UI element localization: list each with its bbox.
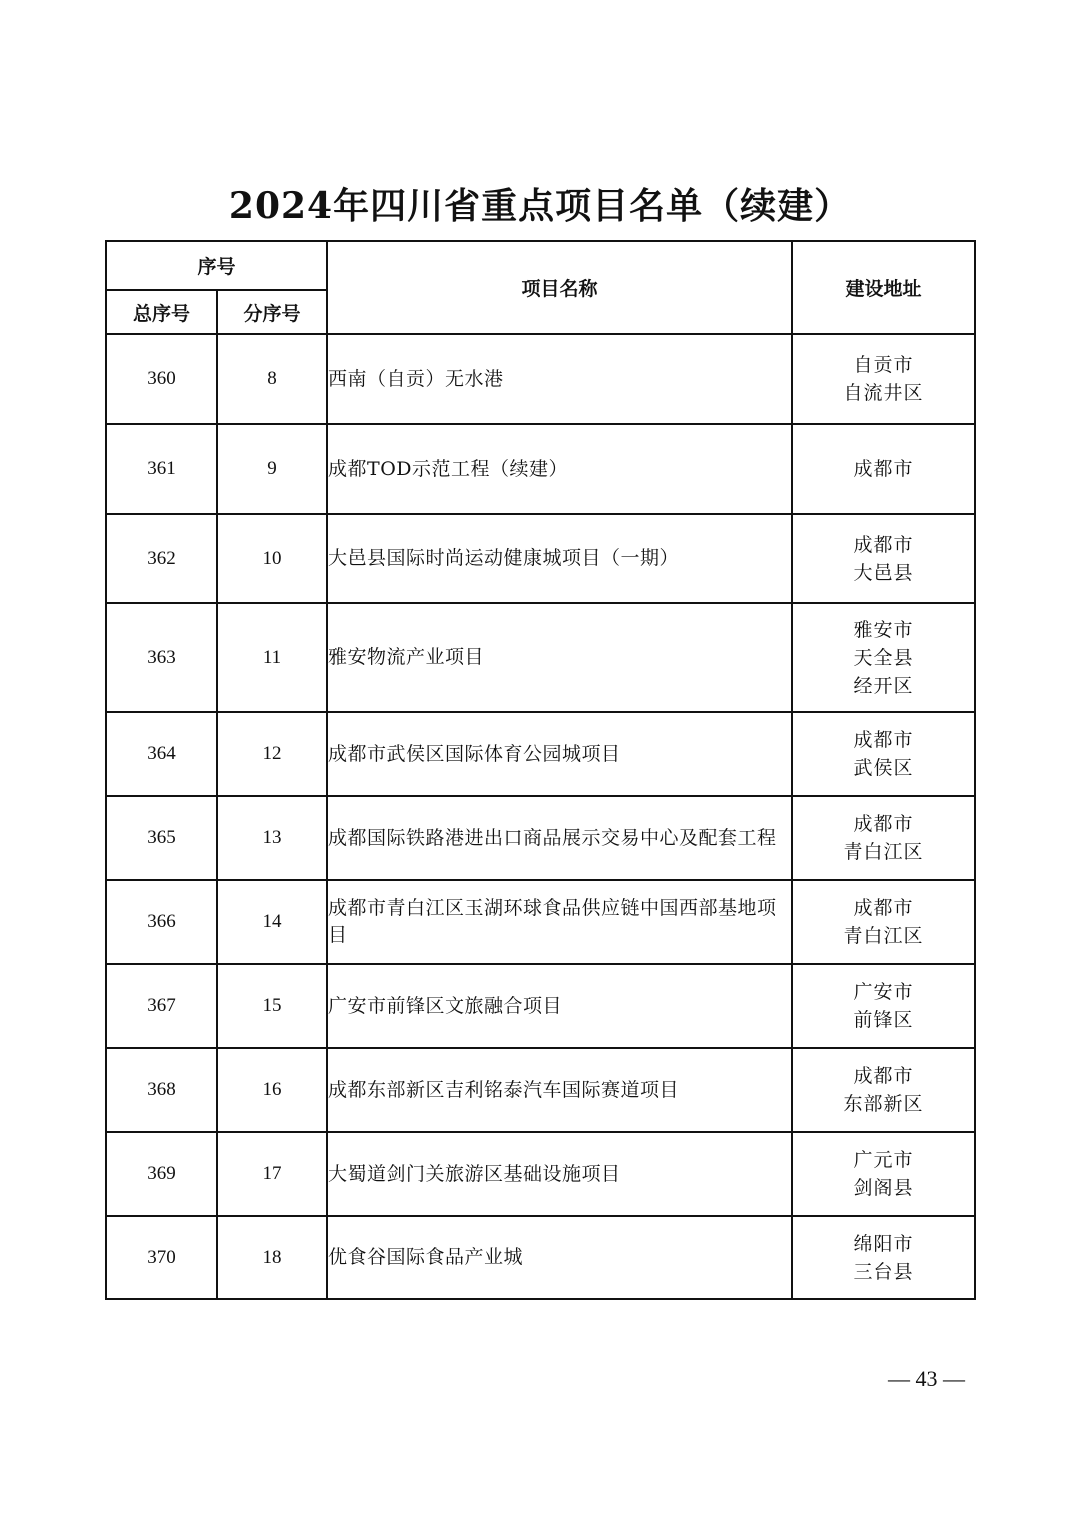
location-cell [792, 796, 975, 880]
location-line: 经开区 [853, 674, 914, 697]
total-seq-cell: 363 [106, 603, 217, 712]
table-row [106, 1048, 975, 1132]
project-name-cell: 广安市前锋区文旅融合项目 [327, 964, 792, 1048]
table-row [106, 964, 975, 1048]
location-line: 绵阳市 [853, 1232, 914, 1255]
location-cell [792, 712, 975, 796]
location-line: 武侯区 [853, 757, 914, 779]
sub-seq-cell: 8 [217, 334, 327, 424]
location-line: 前锋区 [853, 1009, 914, 1031]
location-line: 成都市 [853, 458, 914, 480]
location-line: 青白江区 [843, 841, 924, 863]
sub-seq-cell: 12 [217, 712, 327, 796]
table-row [106, 424, 975, 514]
location-cell [792, 880, 975, 964]
location-line: 剑阁县 [853, 1177, 914, 1199]
sub-seq-cell: 15 [217, 964, 327, 1048]
location-line: 自流井区 [843, 382, 924, 404]
location-line: 自贡市 [853, 354, 914, 376]
location-line: 大邑县 [853, 561, 914, 584]
total-seq-cell: 366 [106, 880, 217, 964]
sub-seq-cell: 9 [217, 424, 327, 514]
table-row [106, 603, 975, 712]
location-line: 成都市 [853, 729, 914, 751]
location-cell [792, 1132, 975, 1216]
table-row [106, 514, 975, 603]
location-line: 广安市 [853, 981, 914, 1003]
location-cell [792, 334, 975, 424]
project-table [105, 240, 976, 1300]
total-seq-cell: 364 [106, 712, 217, 796]
project-name-cell: 成都国际铁路港进出口商品展示交易中心及配套工程 [327, 796, 792, 880]
sub-seq-cell: 18 [217, 1216, 327, 1299]
location-line: 广元市 [853, 1149, 914, 1171]
total-seq-cell: 369 [106, 1132, 217, 1216]
total-seq-cell: 368 [106, 1048, 217, 1132]
header-project-name: 项目名称 [327, 241, 792, 334]
project-name-cell: 大邑县国际时尚运动健康城项目（一期） [327, 514, 792, 603]
location-cell [792, 424, 975, 514]
location-line: 青白江区 [843, 925, 924, 947]
location-line: 三台县 [853, 1260, 914, 1283]
location-line: 成都市 [853, 897, 914, 919]
project-name-cell: 成都市青白江区玉湖环球食品供应链中国西部基地项目 [327, 880, 792, 964]
sub-seq-cell: 10 [217, 514, 327, 603]
header-location: 建设地址 [792, 241, 975, 334]
project-name-cell: 成都东部新区吉利铭泰汽车国际赛道项目 [327, 1048, 792, 1132]
location-line: 成都市 [853, 1065, 914, 1087]
sub-seq-cell: 11 [217, 603, 327, 712]
total-seq-cell: 370 [106, 1216, 217, 1299]
total-seq-cell: 361 [106, 424, 217, 514]
sub-seq-cell: 13 [217, 796, 327, 880]
location-cell [792, 1216, 975, 1299]
table-row [106, 334, 975, 424]
location-line: 成都市 [853, 813, 914, 835]
total-seq-cell: 360 [106, 334, 217, 424]
location-line: 雅安市 [853, 618, 914, 641]
location-cell [792, 514, 975, 603]
location-line: 东部新区 [843, 1093, 924, 1115]
table-row [106, 880, 975, 964]
project-name-cell: 优食谷国际食品产业城 [327, 1216, 792, 1299]
header-total-seq: 总序号 [106, 290, 217, 334]
total-seq-cell: 365 [106, 796, 217, 880]
sub-seq-cell: 14 [217, 880, 327, 964]
sub-seq-cell: 17 [217, 1132, 327, 1216]
total-seq-cell: 362 [106, 514, 217, 603]
document-title: 2024年四川省重点项目名单（续建） [228, 185, 852, 227]
project-name-cell: 西南（自贡）无水港 [327, 334, 792, 424]
project-name-cell: 成都TOD示范工程（续建） [327, 424, 792, 514]
table-row [106, 712, 975, 796]
header-sub-seq: 分序号 [217, 290, 327, 334]
location-line: 成都市 [853, 533, 914, 556]
location-cell [792, 964, 975, 1048]
total-seq-cell: 367 [106, 964, 217, 1048]
table-row [106, 1132, 975, 1216]
header-seq-group: 序号 [106, 241, 327, 290]
sub-seq-cell: 16 [217, 1048, 327, 1132]
location-cell [792, 603, 975, 712]
page-number: — 43 — [888, 1366, 965, 1391]
table-row [106, 1216, 975, 1299]
header-row-1 [106, 241, 975, 290]
project-name-cell: 雅安物流产业项目 [327, 603, 792, 712]
project-name-cell: 成都市武侯区国际体育公园城项目 [327, 712, 792, 796]
location-cell [792, 1048, 975, 1132]
table-row [106, 796, 975, 880]
project-name-cell: 大蜀道剑门关旅游区基础设施项目 [327, 1132, 792, 1216]
location-line: 天全县 [853, 646, 914, 669]
